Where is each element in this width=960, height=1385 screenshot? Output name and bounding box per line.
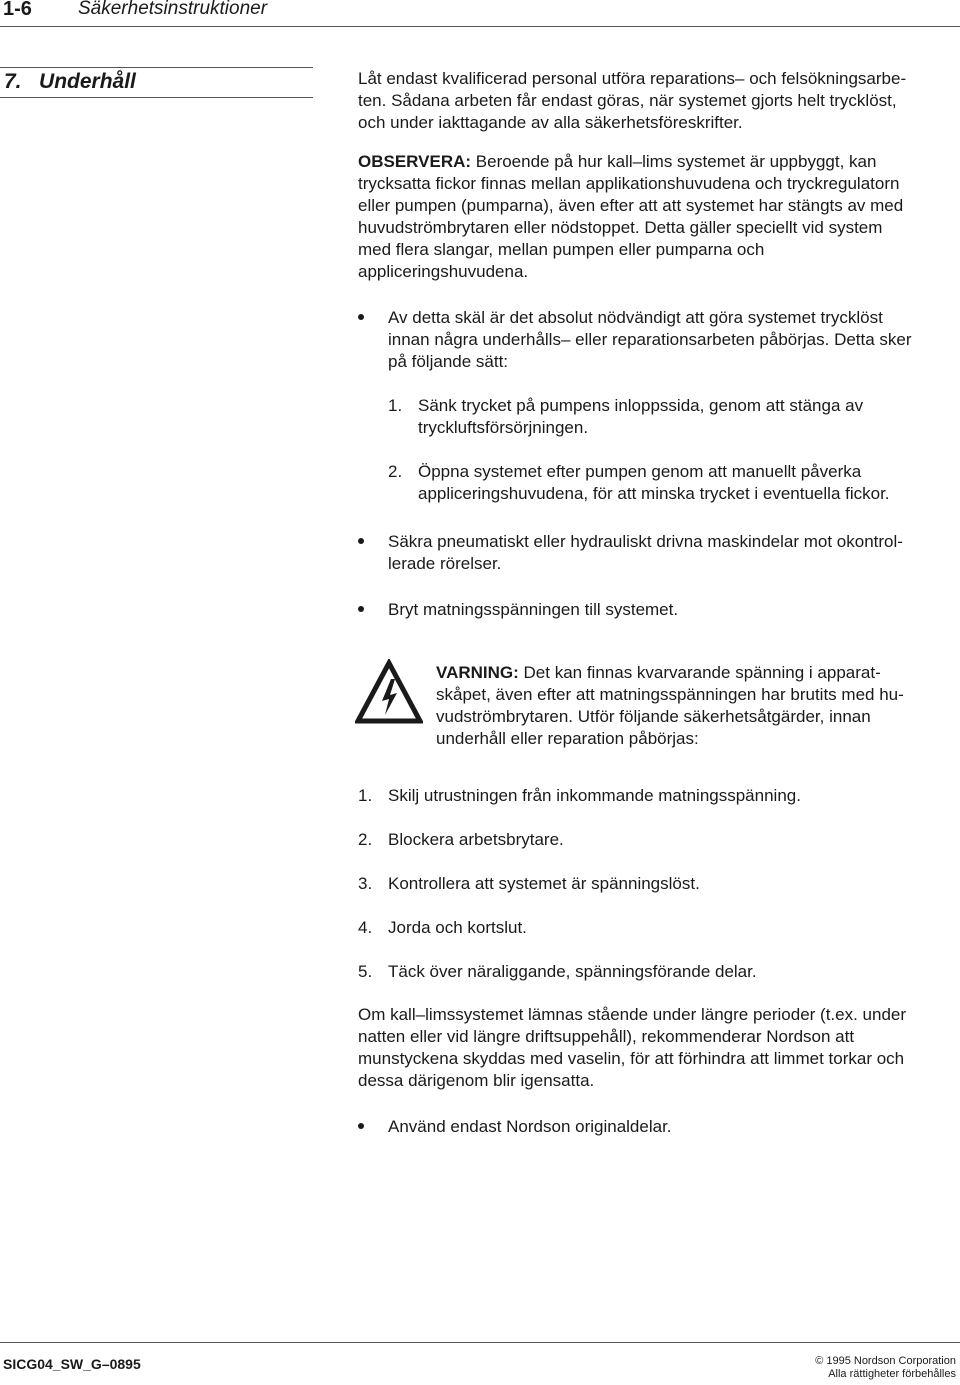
warning-line: skåpet, även efter att matningsspänningen har brutits med hu- <box>436 685 904 704</box>
closing-line: natten eller vid längre driftsuppehåll), rekommenderar Nordson att <box>358 1027 855 1046</box>
step-number: 1. <box>358 786 373 805</box>
bullet-item <box>388 531 903 575</box>
bullet-line: Använd endast Nordson originaldelar. <box>388 1117 672 1136</box>
bullet-item <box>388 1116 672 1138</box>
observera-line: trycksatta fickor finnas mellan applikationshuvudena och tryckregulatorn <box>358 174 900 193</box>
step-number: 4. <box>358 918 373 937</box>
step-text: Jorda och kortslut. <box>388 918 527 937</box>
observera-line: Beroende på hur kall–lims systemet är uppbyggt, kan <box>471 152 877 171</box>
warning-label: VARNING: <box>436 663 519 682</box>
sub-step <box>418 461 890 505</box>
high-voltage-warning-icon <box>355 659 423 727</box>
header-title: Säkerhetsinstruktioner <box>78 0 268 19</box>
bullet-item <box>388 307 912 373</box>
intro-line: och under iakttagande av alla säkerhetsföreskrifter. <box>358 113 743 132</box>
bullet-marker <box>358 1123 364 1129</box>
bullet-line: innan några underhålls– eller reparationsarbeten påbörjas. Detta sker <box>388 330 912 349</box>
intro-line: ten. Sådana arbeten får endast göras, när systemet gjorts helt trycklöst, <box>358 91 897 110</box>
sub-step-line: tryckluftsförsörjningen. <box>418 418 589 437</box>
closing-line: dessa därigenom blir igensatta. <box>358 1071 595 1090</box>
step-text: Täck över näraliggande, spänningsförande delar. <box>388 962 757 981</box>
footer-rule <box>0 1342 960 1343</box>
observera-label: OBSERVERA: <box>358 152 472 171</box>
intro-line: Låt endast kvalificerad personal utföra reparations– och felsökningsarbe- <box>358 69 907 88</box>
bullet-item <box>388 599 678 621</box>
bullet-marker <box>358 538 364 544</box>
bullet-line: på följande sätt: <box>388 352 509 371</box>
header-rule <box>0 26 960 27</box>
sub-step-number: 1. <box>388 396 403 415</box>
section-number: 7. <box>4 70 22 93</box>
observera-line: appliceringshuvudena. <box>358 262 529 281</box>
sub-step <box>418 395 863 439</box>
warning-line: underhåll eller reparation påbörjas: <box>436 729 699 748</box>
step-text: Kontrollera att systemet är spänningslöst. <box>388 874 700 893</box>
section-rule-top <box>0 67 313 68</box>
step-number: 2. <box>358 830 373 849</box>
observera-line: eller pumpen (pumparna), även efter att att systemet har stängts av med <box>358 196 904 215</box>
warning-text <box>436 662 904 750</box>
section-heading <box>4 70 136 94</box>
section-title: Underhåll <box>39 70 136 93</box>
bullet-line: Bryt matningsspänningen till systemet. <box>388 600 679 619</box>
document-code: SICG04_SW_G–0895 <box>3 1356 141 1372</box>
sub-step-line: Öppna systemet efter pumpen genom att manuellt påverka <box>418 462 862 481</box>
bullet-line: Säkra pneumatiskt eller hydrauliskt drivna maskindelar mot okontrol- <box>388 532 903 551</box>
closing-paragraph <box>358 1004 906 1092</box>
sub-step-line: Sänk trycket på pumpens inloppssida, genom att stänga av <box>418 396 864 415</box>
sub-step-line: appliceringshuvudena, för att minska trycket i eventuella fickor. <box>418 484 890 503</box>
copyright-line: © 1995 Nordson Corporation <box>815 1355 956 1367</box>
observera-line: huvudströmbrytaren eller nödstoppet. Detta gäller speciellt vid system <box>358 218 883 237</box>
bullet-line: Av detta skäl är det absolut nödvändigt att göra systemet trycklöst <box>388 308 883 327</box>
bullet-marker <box>358 314 364 320</box>
intro-paragraph <box>358 68 906 134</box>
closing-line: munstyckena skyddas med vaselin, för att förhindra att limmet torkar och <box>358 1049 905 1068</box>
warning-line: Det kan finnas kvarvarande spänning i apparat- <box>518 663 881 682</box>
observera-line: med flera slangar, mellan pumpen eller pumparna och <box>358 240 765 259</box>
bullet-marker <box>358 606 364 612</box>
section-rule-bottom <box>0 97 313 98</box>
bullet-line: lerade rörelser. <box>388 554 502 573</box>
copyright-notice <box>815 1355 956 1381</box>
sub-step-number: 2. <box>388 462 403 481</box>
page-number: 1-6 <box>3 0 32 20</box>
warning-line: vudströmbrytaren. Utför följande säkerhetsåtgärder, innan <box>436 707 871 726</box>
closing-line: Om kall–limssystemet lämnas stående under längre perioder (t.ex. under <box>358 1005 907 1024</box>
step-number: 5. <box>358 962 373 981</box>
rights-line: Alla rättigheter förbehålles <box>828 1368 956 1380</box>
step-text: Blockera arbetsbrytare. <box>388 830 564 849</box>
step-number: 3. <box>358 874 373 893</box>
step-text: Skilj utrustningen från inkommande matningsspänning. <box>388 786 801 805</box>
observera-note <box>358 151 903 283</box>
